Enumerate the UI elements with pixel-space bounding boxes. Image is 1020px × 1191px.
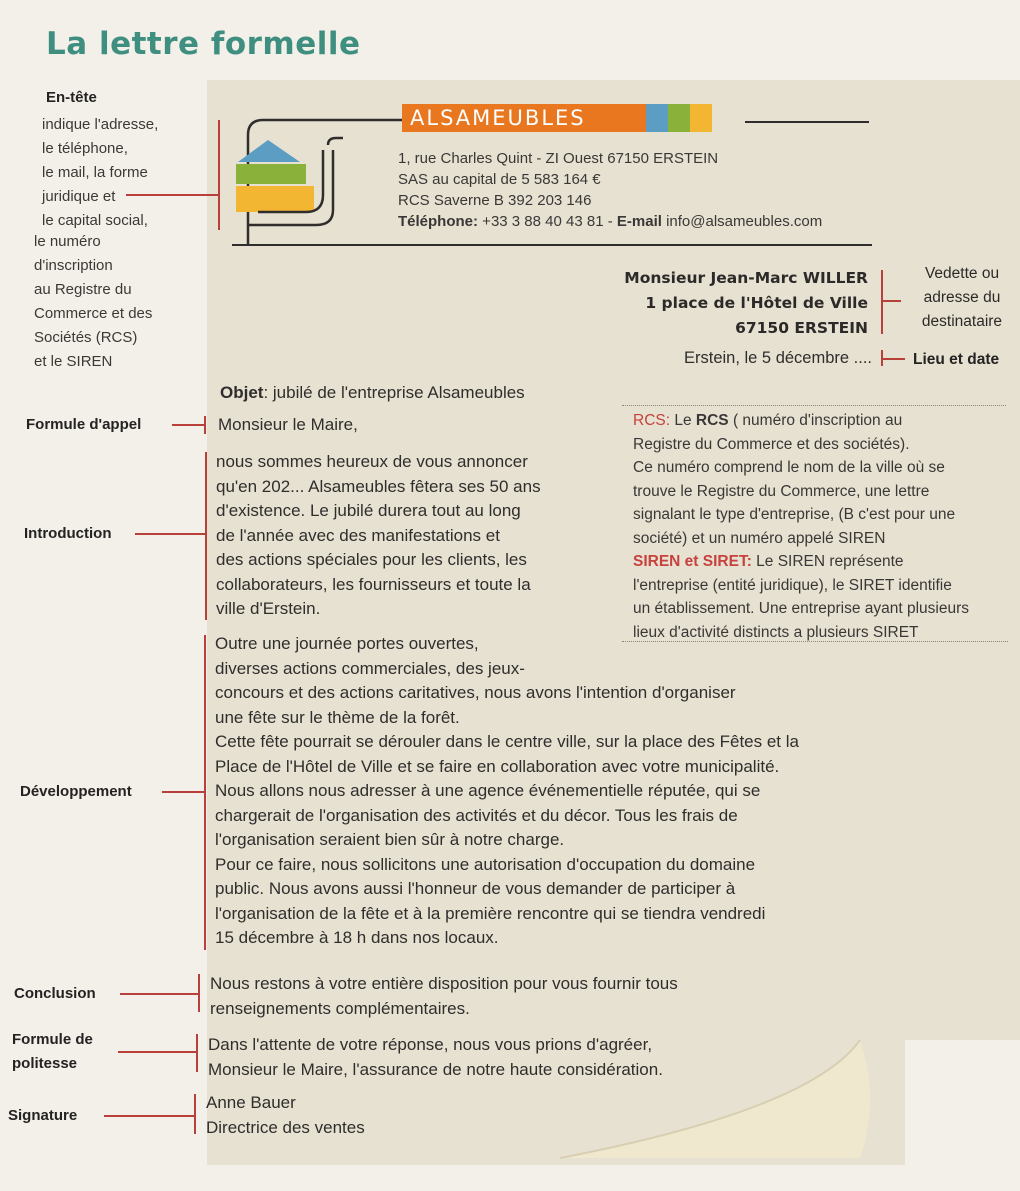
politesse-bracket	[196, 1034, 198, 1072]
header-bottom-rule	[232, 244, 872, 246]
subject-text: : jubilé de l'entreprise Alsameubles	[263, 383, 525, 402]
intro-line: nous sommes heureux de vous annoncer	[216, 452, 528, 471]
label-vedette	[908, 262, 1016, 334]
entete-line: d'inscription	[34, 257, 113, 274]
conclusion-line: Nous restons à votre entière disposition pour vous fournir tous	[210, 974, 678, 993]
logo-color-block	[646, 104, 668, 132]
entete-line: le capital social,	[42, 212, 148, 229]
note-siren-first-line	[633, 550, 1013, 574]
conclusion-connector	[120, 993, 198, 995]
letter-introduction	[216, 450, 541, 622]
label-conclusion: Conclusion	[14, 985, 96, 1002]
recipient-name: Monsieur Jean-Marc WILLER	[624, 269, 868, 287]
rcs-pre: Le	[670, 412, 696, 429]
vedette-line: adresse du	[923, 289, 1001, 306]
note-rcs-siren	[633, 409, 1013, 644]
dev-line: chargerait de l'organisation des activités et du décor. Tous les frais de	[215, 805, 738, 825]
signature-bracket	[194, 1094, 196, 1134]
dev-line: Cette fête pourrait se dérouler dans le centre ville, sur la place des Fêtes et la	[215, 732, 799, 751]
entete-connector	[126, 194, 218, 196]
formule-appel-connector	[172, 424, 204, 426]
note-rcs-first-line	[633, 409, 1013, 433]
label-introduction: Introduction	[24, 525, 112, 542]
vedette-line: destinataire	[921, 313, 1003, 330]
politesse-connector	[118, 1051, 196, 1053]
subject-label: Objet	[220, 383, 264, 402]
letter-conclusion	[210, 972, 678, 1021]
rcs-rest: ( numéro d'inscription au	[728, 412, 903, 429]
entete-line: Sociétés (RCS)	[34, 329, 138, 346]
header-rule	[745, 121, 869, 123]
company-logo-icon	[228, 100, 408, 248]
recipient-street: 1 place de l'Hôtel de Ville	[645, 294, 868, 312]
recipient-address	[560, 266, 868, 341]
formule-appel-bracket	[204, 416, 206, 434]
company-contact	[398, 211, 822, 232]
recipient-city: 67150 ERSTEIN	[735, 319, 868, 337]
dev-line: Pour ce faire, nous sollicitons une autorisation d'occupation du domaine	[215, 854, 756, 874]
dev-line: 15 décembre à 18 h dans nos locaux.	[215, 928, 499, 947]
logo-color-block	[690, 104, 712, 132]
label-developpement: Développement	[20, 783, 132, 800]
company-rcs: RCS Saverne B 392 203 146	[398, 192, 592, 209]
note-line: signalant le type d'entreprise, (B c'est pour une	[633, 506, 956, 523]
entete-bracket	[218, 120, 220, 230]
intro-line: d'existence. Le jubilé durera tout au long	[216, 501, 521, 520]
company-capital: SAS au capital de 5 583 164 €	[398, 171, 601, 188]
intro-line: ville d'Erstein.	[216, 599, 321, 618]
entete-line: le téléphone,	[42, 140, 128, 157]
entete-line: Commerce et des	[34, 305, 153, 322]
date-connector	[881, 358, 905, 360]
note-line: Ce numéro comprend le nom de la ville où se	[633, 459, 945, 476]
email-label: E-mail	[616, 213, 662, 230]
label-formule-appel: Formule d'appel	[26, 416, 142, 433]
entete-description-cont	[34, 230, 152, 374]
label-lieu-date: Lieu et date	[913, 351, 1000, 368]
note-line: lieux d'activité distincts a plusieurs SIRET	[633, 623, 919, 641]
recipient-bracket	[881, 270, 883, 334]
dev-line: concours et des actions caritatives, nous avons l'intention d'organiser	[215, 683, 736, 702]
conclusion-bracket	[198, 974, 200, 1012]
rcs-bold: RCS	[695, 412, 729, 429]
introduction-connector	[135, 533, 205, 535]
label-entete: En-tête	[46, 89, 97, 106]
letter-date: Erstein, le 5 décembre ....	[683, 349, 872, 367]
phone-value: +33 3 88 40 43 81 -	[478, 213, 617, 230]
label-signature: Signature	[8, 1107, 78, 1124]
entete-line: le numéro	[34, 233, 101, 250]
signature-title: Directrice des ventes	[206, 1117, 365, 1137]
company-address: 1, rue Charles Quint - ZI Ouest 67150 ERSTEIN	[398, 150, 719, 167]
vedette-line: Vedette ou	[924, 265, 1000, 282]
dev-line: Place de l'Hôtel de Ville et se faire en collaboration avec votre municipalité.	[215, 756, 780, 776]
intro-line: des actions spéciales pour les clients, les	[216, 550, 527, 569]
logo-color-block	[668, 104, 690, 132]
note-line: Registre du Commerce et des sociétés).	[633, 435, 910, 453]
entete-line: juridique et	[42, 188, 116, 205]
dev-line: diverses actions commerciales, des jeux-	[215, 658, 525, 678]
politesse-line: Monsieur le Maire, l'assurance de notre haute considération.	[208, 1059, 663, 1079]
note-line: un établissement. Une entreprise ayant plusieurs	[633, 600, 970, 617]
letter-development	[215, 632, 895, 951]
dev-line: une fête sur le thème de la forêt.	[215, 707, 460, 727]
dev-line: Outre une journée portes ouvertes,	[215, 634, 479, 653]
developpement-connector	[162, 791, 204, 793]
label-formule-politesse	[12, 1028, 93, 1076]
entete-line: le mail, la forme	[42, 164, 148, 181]
label-formule-politesse-line: Formule de	[12, 1031, 93, 1048]
dev-line: l'organisation seraient bien sûr à notre charge.	[215, 830, 565, 849]
dev-line: l'organisation de la fête et à la première rencontre qui se tiendra vendredi	[215, 903, 766, 923]
email-value: info@alsameubles.com	[661, 213, 823, 230]
entete-description	[42, 113, 158, 233]
letter-subject	[220, 381, 525, 406]
paper-cutout	[905, 1040, 1020, 1165]
developpement-bracket	[204, 635, 206, 950]
company-name: ALSAMEUBLES	[402, 104, 646, 132]
letter-politesse	[208, 1033, 663, 1082]
siren-rest: Le SIREN représente	[751, 553, 904, 570]
company-info	[398, 148, 822, 232]
conclusion-line: renseignements complémentaires.	[210, 998, 470, 1018]
siren-label: SIREN et SIRET:	[633, 553, 752, 570]
signature-name: Anne Bauer	[206, 1093, 296, 1112]
note-top-rule	[622, 405, 1006, 406]
introduction-bracket	[205, 452, 207, 620]
letter-signature	[206, 1091, 365, 1140]
intro-line: collaborateurs, les fournisseurs et toute la	[216, 574, 531, 594]
note-line: l'entreprise (entité juridique), le SIRET identifie	[633, 576, 952, 594]
entete-line: et le SIREN	[34, 353, 113, 370]
dev-line: public. Nous avons aussi l'honneur de vous demander de participer à	[215, 879, 736, 898]
phone-label: Téléphone:	[398, 213, 479, 230]
intro-line: de l'année avec des manifestations et	[216, 525, 500, 545]
note-line: société) et un numéro appelé SIREN	[633, 529, 886, 547]
signature-connector	[104, 1115, 194, 1117]
entete-line: au Registre du	[34, 281, 132, 298]
letter-salutation: Monsieur le Maire,	[218, 415, 358, 434]
note-line: trouve le Registre du Commerce, une lettre	[633, 482, 930, 500]
intro-line: qu'en 202... Alsameubles fêtera ses 50 ans	[216, 476, 541, 496]
dev-line: Nous allons nous adresser à une agence événementielle réputée, qui se	[215, 781, 761, 800]
rcs-label: RCS:	[633, 412, 671, 429]
entete-line: indique l'adresse,	[42, 116, 159, 133]
page-title: La lettre formelle	[46, 26, 361, 62]
label-formule-politesse-line: politesse	[12, 1055, 78, 1072]
recipient-connector	[881, 300, 901, 302]
politesse-line: Dans l'attente de votre réponse, nous vous prions d'agréer,	[208, 1035, 653, 1054]
